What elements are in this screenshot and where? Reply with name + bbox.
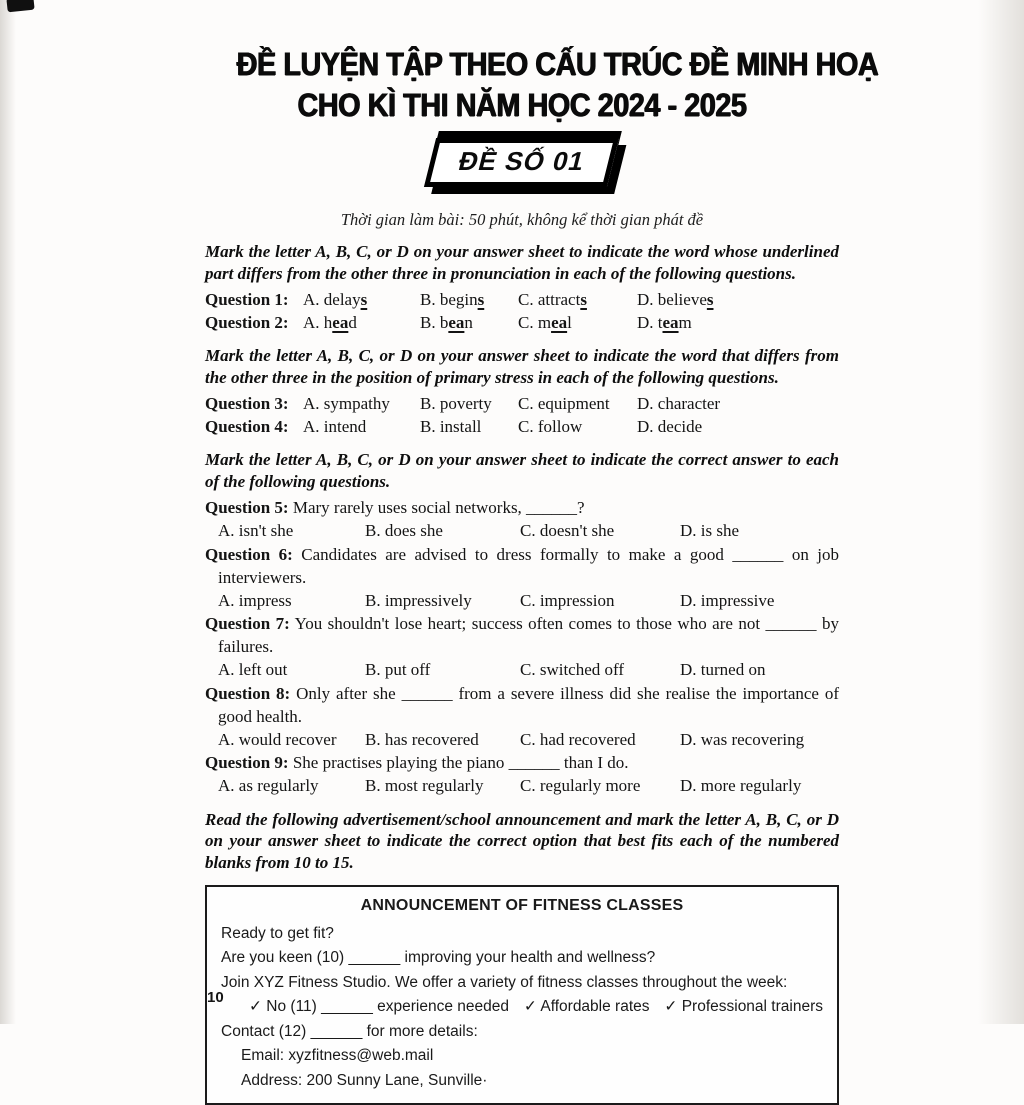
question-label: Question 8: [205, 684, 290, 703]
page-title-line1: ĐỀ LUYỆN TẬP THEO CẤU TRÚC ĐỀ MINH HOẠ [237, 46, 879, 82]
option: D. believes [637, 288, 839, 311]
option: B. begins [420, 288, 518, 311]
question-label: Question 4: [205, 415, 303, 438]
underlined-part: ea [663, 313, 679, 332]
option: B. has recovered [365, 728, 520, 752]
checklist-item: ✓ Affordable rates [524, 995, 650, 1020]
option: B. install [420, 415, 518, 438]
announcement-box [205, 885, 839, 1105]
announcement-checklist [221, 995, 823, 1020]
question-row [205, 288, 839, 311]
exam-number-label: ĐỀ SỐ 01 [456, 146, 589, 177]
option: D. more regularly [680, 774, 839, 798]
option: C. equipment [518, 392, 637, 415]
option: C. doesn't she [520, 519, 680, 543]
option: A. head [303, 311, 420, 334]
question-label: Question 3: [205, 392, 303, 415]
question-text: Question 7: You shouldn't lose heart; success often comes to those who are not ______ by failures. [205, 612, 839, 658]
exam-number-badge [424, 138, 619, 187]
option: D. turned on [680, 658, 839, 682]
question-text: Question 8: Only after she ______ from a severe illness did she realise the importance of good health. [205, 682, 839, 728]
announcement-detail-line: Address: 200 Sunny Lane, Sunville· [221, 1069, 823, 1094]
scan-edge-shadow-left [0, 0, 16, 1024]
option: A. impress [218, 589, 365, 613]
announcement-detail-line: Email: xyzfitness@web.mail [221, 1044, 823, 1069]
question-label: Question 6: [205, 545, 293, 564]
option: D. character [637, 392, 839, 415]
question-text: Question 6: Candidates are advised to dress formally to make a good ______ on job interviewers. [205, 543, 839, 589]
page-number: 10 [207, 989, 224, 1006]
underlined-part: s [707, 290, 714, 309]
announcement-line: Are you keen (10) ______ improving your health and wellness? [221, 946, 823, 971]
option: D. is she [680, 519, 839, 543]
option: D. team [637, 311, 839, 334]
option: C. had recovered [520, 728, 680, 752]
option: A. left out [218, 658, 365, 682]
section-instruction: Read the following advertisement/school announcement and mark the letter A, B, C, or D on your answer sheet to indicate the correct option that best fits each of the numbered blanks from 10 to 15. [205, 809, 839, 874]
question-sections [205, 241, 839, 1105]
options-row [205, 774, 839, 798]
exam-section [205, 809, 839, 1105]
question-label: Question 2: [205, 311, 303, 334]
option: C. attracts [518, 288, 637, 311]
scan-edge-shadow-right [978, 0, 1024, 1024]
exam-section [205, 241, 839, 334]
announcement-line: Ready to get fit? [221, 922, 823, 947]
page-title [237, 44, 808, 126]
exam-number-badge-row [205, 138, 839, 196]
underlined-part: ea [551, 313, 567, 332]
option: A. as regularly [218, 774, 365, 798]
option: C. switched off [520, 658, 680, 682]
options-row [205, 728, 839, 752]
exam-page [205, 0, 839, 1105]
option: A. sympathy [303, 392, 420, 415]
option: B. bean [420, 311, 518, 334]
underlined-part: s [478, 290, 485, 309]
question-text: Question 9: She practises playing the piano ______ than I do. [205, 751, 839, 774]
option: B. impressively [365, 589, 520, 613]
question-label: Question 5: [205, 498, 289, 517]
underlined-part: s [580, 290, 587, 309]
option: A. isn't she [218, 519, 365, 543]
options-row [205, 519, 839, 543]
option: C. regularly more [520, 774, 680, 798]
option: C. follow [518, 415, 637, 438]
underlined-part: ea [332, 313, 348, 332]
option: C. meal [518, 311, 637, 334]
checklist-item: ✓ No (11) ______ experience needed [249, 995, 509, 1020]
underlined-part: ea [448, 313, 464, 332]
page-title-line2: CHO KÌ THI NĂM HỌC 2024 - 2025 [297, 87, 746, 123]
question-row [205, 392, 839, 415]
question-row [205, 415, 839, 438]
announcement-title: ANNOUNCEMENT OF FITNESS CLASSES [221, 894, 823, 919]
option: B. poverty [420, 392, 518, 415]
question-label: Question 1: [205, 288, 303, 311]
option: B. most regularly [365, 774, 520, 798]
option: D. decide [637, 415, 839, 438]
options-row [205, 658, 839, 682]
question-label: Question 9: [205, 753, 289, 772]
option: D. was recovering [680, 728, 839, 752]
question-label: Question 7: [205, 614, 290, 633]
options-row [205, 589, 839, 613]
section-instruction: Mark the letter A, B, C, or D on your answer sheet to indicate the correct answer to each of the following questions. [205, 449, 839, 492]
option: C. impression [520, 589, 680, 613]
option: A. intend [303, 415, 420, 438]
announcement-line: Join XYZ Fitness Studio. We offer a variety of fitness classes throughout the week: [221, 971, 823, 996]
question-text: Question 5: Mary rarely uses social networks, ______? [205, 496, 839, 519]
option: B. does she [365, 519, 520, 543]
option: A. delays [303, 288, 420, 311]
section-instruction: Mark the letter A, B, C, or D on your answer sheet to indicate the word that differs from the other three in the position of primary stress in each of the following questions. [205, 345, 839, 388]
option: A. would recover [218, 728, 365, 752]
scan-artifact-mark [6, 0, 34, 12]
underlined-part: s [361, 290, 368, 309]
section-instruction: Mark the letter A, B, C, or D on your answer sheet to indicate the word whose underlined part differs from the other three in pronunciation in each of the following questions. [205, 241, 839, 284]
question-row [205, 311, 839, 334]
checklist-item: ✓ Professional trainers [664, 995, 823, 1020]
option: D. impressive [680, 589, 839, 613]
exam-section [205, 345, 839, 438]
option: B. put off [365, 658, 520, 682]
announcement-contact-line: Contact (12) ______ for more details: [221, 1020, 823, 1045]
exam-section [205, 449, 839, 798]
time-note: Thời gian làm bài: 50 phút, không kể thời gian phát đề [205, 210, 839, 230]
